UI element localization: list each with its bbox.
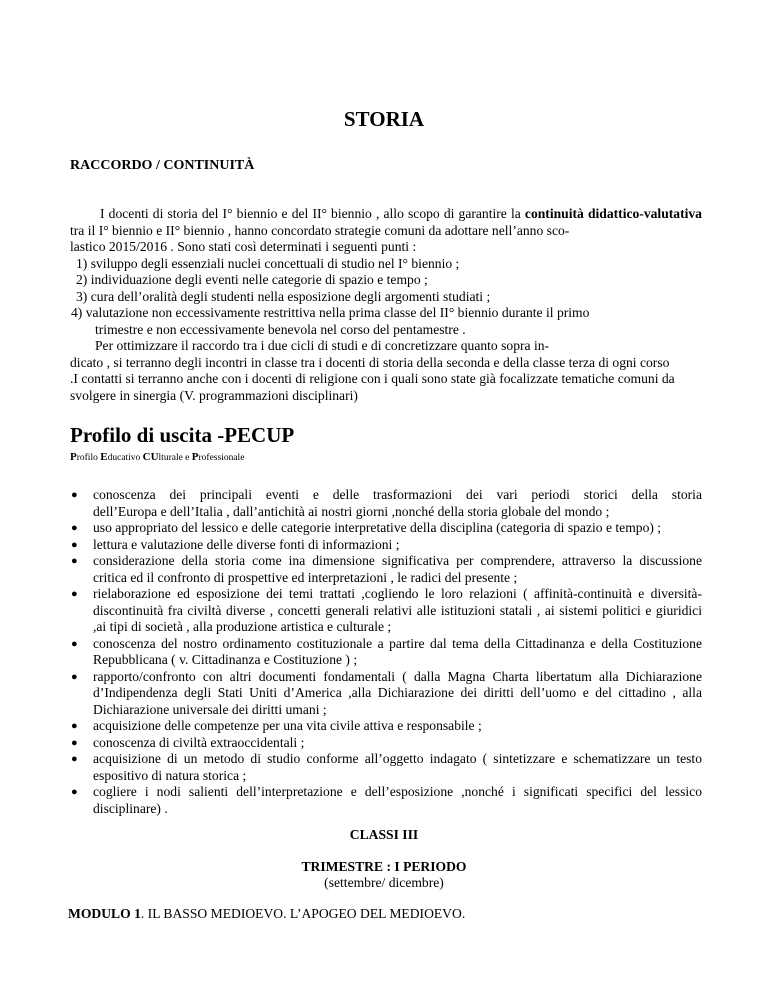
pecup-item-line: d’Indipendenza degli Stati Uniti d’America ,alla Dichiarazione dei diritti dell’uomo e del cittadino , alla <box>93 685 702 700</box>
pecup-item-line: considerazione della storia come ina dimensione significativa per comprendere, attraverso la discussione <box>93 553 702 568</box>
trimestre-months: (settembre/ dicembre) <box>324 875 444 890</box>
modulo-title: MODULO 1. IL BASSO MEDIOEVO. L’APOGEO DEL MEDIOEVO. <box>68 906 466 921</box>
pecup-item-line: Repubblicana ( v. Cittadinanza e Costituzione ) ; <box>93 652 358 667</box>
bullet-icon: ● <box>71 522 78 534</box>
raccordo-intro <box>70 206 702 404</box>
intro-line-2: tra il I° biennio e II° biennio , hanno concordato strategie comuni da adottare nell’anno sco- <box>70 222 570 238</box>
point-3: 3) cura dell’oralità degli studenti nella esposizione degli argomenti studiati ; <box>76 288 491 304</box>
bullet-icon: ● <box>71 489 78 501</box>
section-heading-raccordo: RACCORDO / CONTINUITÀ <box>70 158 255 173</box>
intro-bold: continuità didattico-valutativa <box>524 206 702 221</box>
pecup-item-line: uso appropriato del lessico e delle categorie interpretative della disciplina (categoria di spazio e tempo) ; <box>93 520 662 535</box>
bullet-icon: ● <box>71 588 78 600</box>
pecup-item <box>70 784 702 817</box>
pecup-item-line: conoscenza dei principali eventi e delle trasformazioni dei vari periodi storici della storia <box>93 487 702 502</box>
pecup-item <box>70 520 702 537</box>
pecup-item-line: Dichiarazione universale dei diritti umani ; <box>93 701 327 717</box>
pecup-item-line: discontinuità fra civiltà diverse , concetti generali relativi alle istituzioni statali , ai sistemi politici e giuridici <box>93 602 702 618</box>
pecup-subtitle: Profilo Educativo CUlturale e Professionale <box>70 451 245 463</box>
pecup-item-line: espositivo di natura storica ; <box>93 767 247 783</box>
bullet-icon: ● <box>71 637 78 650</box>
point-4: 4) valutazione non eccessivamente restrittiva nella prima classe del II° biennio durante il primo <box>71 305 590 320</box>
pecup-item-line: conoscenza del nostro ordinamento costituzionale a partire dal tema della Cittadinanza e della Costituzione <box>93 635 702 651</box>
intro-line-3: lastico 2015/2016 . Sono stati così determinati i seguenti punti : <box>70 239 417 254</box>
pecup-item <box>70 735 702 752</box>
pecup-item <box>70 537 702 554</box>
pecup-heading: Profilo di uscita -PECUP <box>70 423 295 447</box>
pecup-item-line: critica ed il confronto di prospettive ed interpretazioni , le radici del presente ; <box>93 569 518 585</box>
bullet-icon: ● <box>71 670 78 683</box>
trimestre-heading: TRIMESTRE : I PERIODO <box>301 859 467 874</box>
closing-line-1: Per ottimizzare il raccordo tra i due cicli di studi e di concretizzare quanto sopra in- <box>95 338 550 353</box>
point-1: 1) sviluppo degli essenziali nuclei concettuali di studio nel I° biennio ; <box>76 255 460 271</box>
pecup-item-line: conoscenza di civiltà extraoccidentali ; <box>93 734 305 750</box>
pecup-list <box>70 487 702 817</box>
pecup-item-line: dell’Europa e dell’Italia , dall’antichità ai nostri giorni ,nonché della storia globale del mondo ; <box>93 503 610 519</box>
bullet-icon: ● <box>71 720 78 732</box>
pecup-item <box>70 586 702 636</box>
point-4-cont: trimestre e non eccessivamente benevola nel corso del pentamestre . <box>95 321 466 337</box>
bullet-icon: ● <box>71 736 78 749</box>
pecup-item-line: rapporto/confronto con altri documenti fondamentali ( dalla Magna Charta libertatum alla Dichiarazione <box>93 668 702 684</box>
pecup-item <box>70 636 702 669</box>
pecup-item-line: disciplinare) . <box>93 800 168 816</box>
pecup-item <box>70 669 702 719</box>
pecup-item-line: ,ai tipi di società , alla produzione artistica e culturale ; <box>93 619 392 634</box>
bullet-icon: ● <box>71 786 78 798</box>
pecup-item-line: acquisizione delle competenze per una vita civile attiva e responsabile ; <box>93 718 482 733</box>
point-2: 2) individuazione degli eventi nelle categorie di spazio e tempo ; <box>76 272 428 287</box>
pecup-item <box>70 487 702 520</box>
closing-line-3: .I contatti si terranno anche con i docenti di religione con i quali sono state già focalizzate tematiche comuni da <box>70 371 675 386</box>
bullet-icon: ● <box>71 555 78 567</box>
pecup-item <box>70 718 702 735</box>
pecup-item <box>70 553 702 586</box>
pecup-item <box>70 751 702 784</box>
pecup-item-line: lettura e valutazione delle diverse fonti di informazioni ; <box>93 536 400 552</box>
pecup-item-line: acquisizione di un metodo di studio conforme all’oggetto indagato ( sintetizzare e schematizzare un testo <box>93 751 702 766</box>
bullet-icon: ● <box>71 753 78 765</box>
pecup-item-line: rielaborazione ed esposizione dei temi trattati ,cogliendo le loro relazioni ( affinità-continuità e diversità- <box>93 586 702 601</box>
page-title: STORIA <box>343 107 425 131</box>
bullet-icon: ● <box>71 538 78 551</box>
classi-heading: CLASSI III <box>349 827 419 842</box>
pecup-item-line: cogliere i nodi salienti dell’interpretazione e dell’esposizione ,nonché i significati specifici del lessico <box>93 784 702 799</box>
closing-line-2: dicato , si terranno degli incontri in classe tra i docenti di storia della seconda e della classe terza di ogni corso <box>70 354 670 370</box>
closing-line-4: svolgere in sinergia (V. programmazioni disciplinari) <box>70 387 358 403</box>
intro-line-1: I docenti di storia del I° biennio e del II° biennio , allo scopo di garantire la continuità didattico-valutativa <box>100 206 702 221</box>
